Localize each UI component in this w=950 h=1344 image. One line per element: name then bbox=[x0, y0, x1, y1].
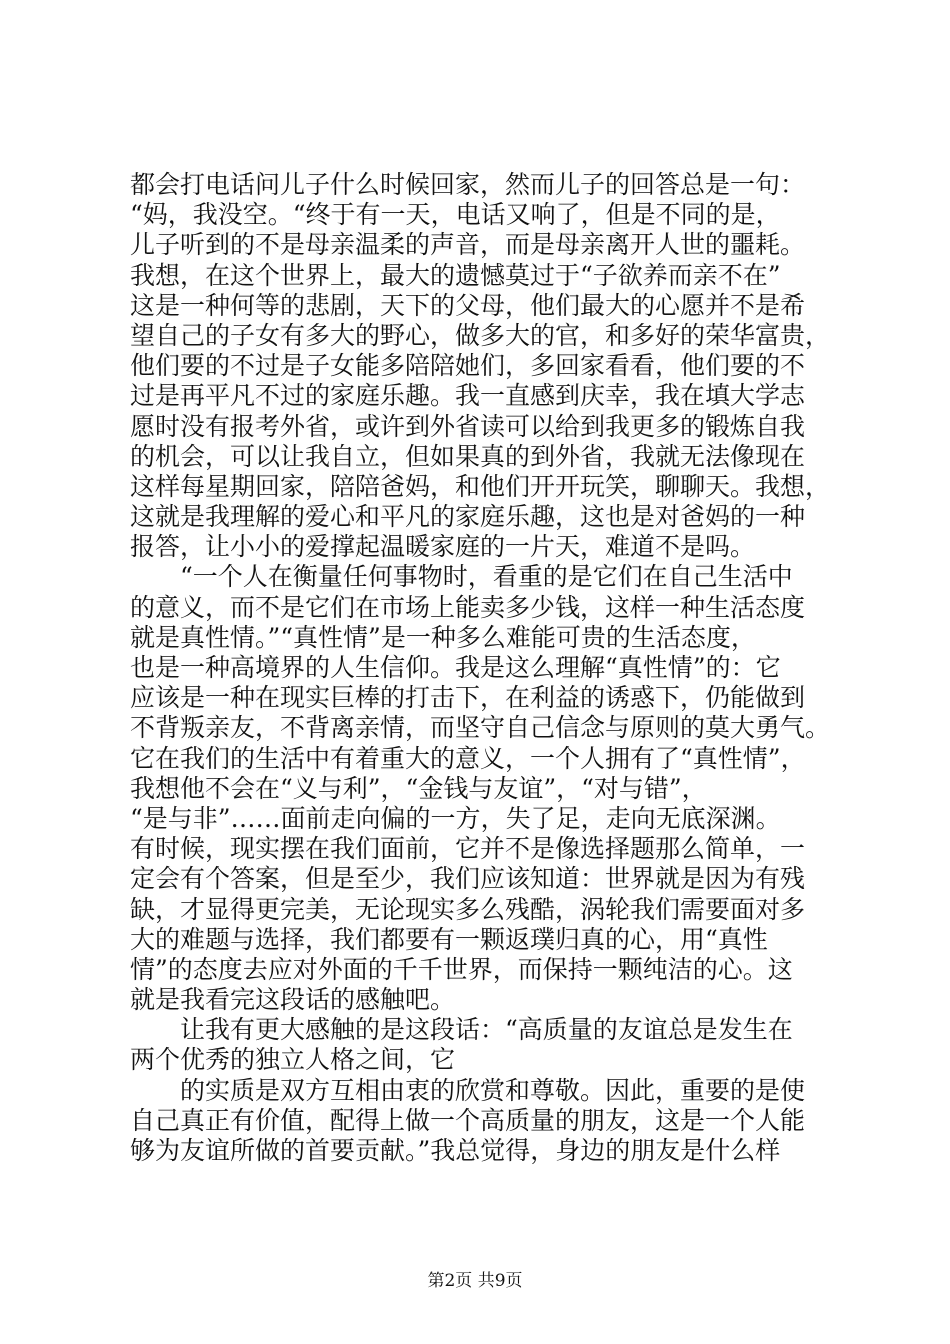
text-line: 他们要的不过是子女能多陪陪她们，多回家看看，他们要的不 bbox=[130, 351, 806, 381]
text-line: “是与非”……面前走向偏的一方，失了足，走向无底深渊。 bbox=[130, 803, 781, 833]
text-line: 让我有更大感触的是这段话：“高质量的友谊总是发生在 bbox=[130, 1015, 793, 1045]
text-line: 这就是我理解的爱心和平凡的家庭乐趣，这也是对爸妈的一种 bbox=[130, 502, 806, 532]
text-line: 报答，让小小的爱撑起温暖家庭的一片天，难道不是吗。 bbox=[130, 532, 756, 562]
text-line: 就是我看完这段话的感触吧。 bbox=[130, 985, 456, 1015]
text-line: 也是一种高境界的人生信仰。我是这么理解“真性情”的：它 bbox=[130, 653, 781, 682]
text-line: 儿子听到的不是母亲温柔的声音，而是母亲离开人世的噩耗。 bbox=[130, 230, 806, 260]
text-line: 这样每星期回家，陪陪爸妈，和他们开开玩笑，聊聊天。我想， bbox=[130, 471, 831, 501]
text-line: 应该是一种在现实巨棒的打击下，在利益的诱惑下，仍能做到 bbox=[130, 683, 806, 713]
text-line: 都会打电话问儿子什么时候回家，然而儿子的回答总是一句： bbox=[130, 170, 806, 199]
text-line: 过是再平凡不过的家庭乐趣。我一直感到庆幸，我在填大学志 bbox=[130, 381, 806, 411]
text-line: 两个优秀的独立人格之间，它 bbox=[130, 1045, 456, 1075]
text-line: 的机会，可以让我自立，但如果真的到外省，我就无法像现在 bbox=[130, 441, 806, 471]
text-line: 就是真性情。”“真性情”是一种多么难能可贵的生活态度， bbox=[130, 622, 756, 652]
text-line: 的意义，而不是它们在市场上能卖多少钱，这样一种生活态度 bbox=[130, 592, 806, 622]
text-line: 自己真正有价值，配得上做一个高质量的朋友，这是一个人能 bbox=[130, 1105, 806, 1135]
text-line: 有时候，现实摆在我们面前，它并不是像选择题那么简单，一 bbox=[130, 834, 806, 864]
text-line: “一个人在衡量任何事物时，看重的是它们在自己生活中 bbox=[130, 562, 793, 592]
page-footer: 第2页 共9页 bbox=[427, 1271, 523, 1291]
text-line: 定会有个答案，但是至少，我们应该知道：世界就是因为有残 bbox=[130, 864, 806, 894]
text-line: 的实质是双方互相由衷的欣赏和尊敬。因此，重要的是使 bbox=[130, 1075, 806, 1105]
text-line: 我想，在这个世界上，最大的遗憾莫过于“子欲养而亲不在” bbox=[130, 260, 781, 290]
text-line: 够为友谊所做的首要贡献。”我总觉得，身边的朋友是什么样 bbox=[130, 1136, 781, 1165]
body-text bbox=[130, 170, 830, 1166]
text-line: “妈，我没空。“终于有一天，电话又响了，但是不同的是， bbox=[130, 200, 781, 230]
text-line: 这是一种何等的悲剧，天下的父母，他们最大的心愿并不是希 bbox=[130, 290, 806, 320]
text-line: 不背叛亲友，不背离亲情，而坚守自己信念与原则的莫大勇气。 bbox=[130, 713, 831, 743]
text-line: 愿时没有报考外省，或许到外省读可以给到我更多的锻炼自我 bbox=[130, 411, 806, 441]
text-line: 我想他不会在“义与利”，“金钱与友谊”，“对与错”， bbox=[130, 773, 707, 803]
text-line: 望自己的子女有多大的野心，做多大的官，和多好的荣华富贵， bbox=[130, 320, 831, 350]
text-line: 大的难题与选择，我们都要有一颗返璞归真的心，用“真性 bbox=[130, 924, 768, 954]
text-line: 情”的态度去应对外面的千千世界，而保持一颗纯洁的心。这 bbox=[130, 954, 793, 984]
text-line: 它在我们的生活中有着重大的意义，一个人拥有了“真性情”， bbox=[130, 743, 806, 773]
text-line: 缺，才显得更完美，无论现实多么残酷，涡轮我们需要面对多 bbox=[130, 894, 806, 924]
